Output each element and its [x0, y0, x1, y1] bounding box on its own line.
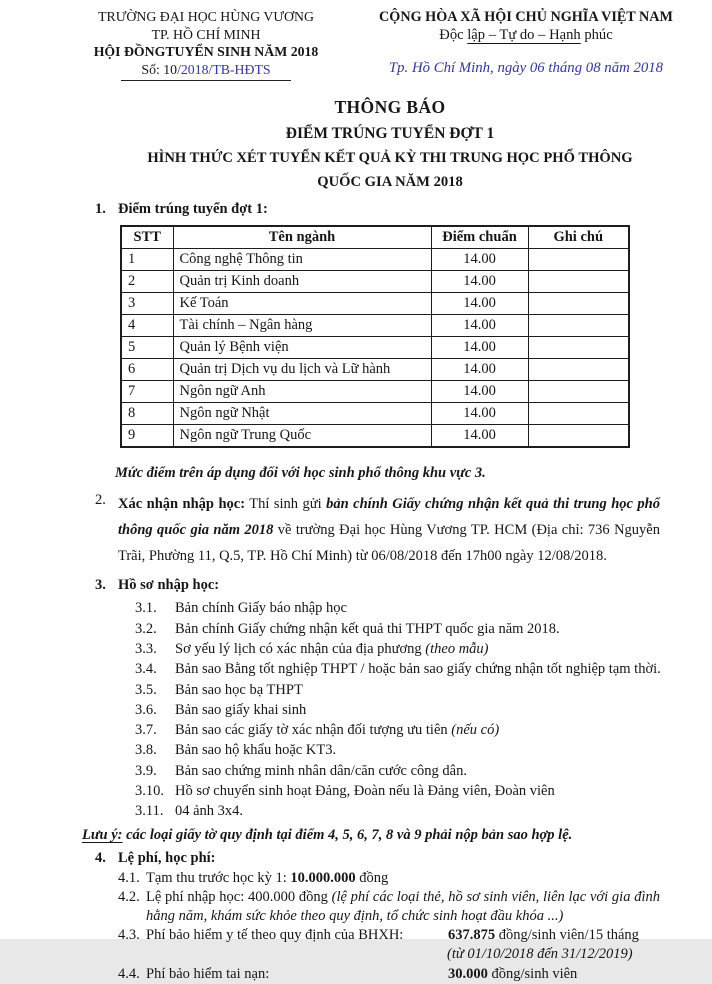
cell-note	[528, 271, 629, 293]
cell-stt: 4	[121, 315, 173, 337]
admission-scores-table	[120, 225, 630, 448]
cell-score: 14.00	[431, 381, 528, 403]
fee-item-43: 4.3. Phí bảo hiểm y tế theo quy định của BHXH: 637.875 đồng/sinh viên/15 tháng	[118, 927, 639, 944]
fee-item-41: 4.1. Tạm thu trước học kỳ 1: 10.000.000 đồng	[118, 869, 389, 886]
fee-item-44: 4.4. Phí bảo hiểm tai nạn: 30.000 đồng/sinh viên	[118, 965, 578, 982]
cell-score: 14.00	[431, 249, 528, 271]
table-row	[121, 337, 629, 359]
section-1-heading: 1. Điểm trúng tuyển đợt 1:	[95, 201, 268, 217]
cell-stt: 7	[121, 381, 173, 403]
cell-note	[528, 293, 629, 315]
cell-major: Ngôn ngữ Anh	[173, 381, 431, 403]
letterhead-right	[340, 8, 712, 90]
title-block	[68, 97, 712, 193]
list-item: 3.3. Sơ yếu lý lịch có xác nhận của địa phương (theo mẫu)	[135, 640, 489, 657]
cell-score: 14.00	[431, 425, 528, 448]
table-row	[121, 403, 629, 425]
fee-amount: 637.875	[448, 927, 496, 944]
table-row	[121, 425, 629, 448]
important-note: Lưu ý: các loại giấy tờ quy định tại điểm 4, 5, 6, 7, 8 và 9 phải nộp bản sao hợp lệ.	[82, 826, 573, 843]
list-item: 3.9. Bản sao chứng minh nhân dân/căn cước công dân.	[135, 762, 467, 779]
column-header-note: Ghi chú	[528, 226, 629, 249]
cell-note	[528, 381, 629, 403]
cell-score: 14.00	[431, 271, 528, 293]
place-and-date: Tp. Hồ Chí Minh, ngày 06 tháng 08 năm 2018	[388, 60, 664, 76]
table-row	[121, 359, 629, 381]
cell-stt: 6	[121, 359, 173, 381]
cell-stt: 2	[121, 271, 173, 293]
cell-stt: 3	[121, 293, 173, 315]
document-number-label: Số: 10	[141, 62, 178, 77]
cell-score: 14.00	[431, 293, 528, 315]
section-2-lead: Xác nhận nhập học:	[118, 496, 246, 512]
cell-major: Kế Toán	[173, 293, 431, 315]
column-header-score: Điểm chuẩn	[431, 226, 528, 249]
cell-major: Quản trị Dịch vụ du lịch và Lữ hành	[173, 359, 431, 381]
cell-major: Tài chính – Ngân hàng	[173, 315, 431, 337]
cell-major: Ngôn ngữ Nhật	[173, 403, 431, 425]
list-item: 3.6. Bản sao giấy khai sinh	[135, 701, 307, 718]
admission-council-name: HỘI ĐỒNGTUYỂN SINH NĂM 2018	[93, 44, 319, 59]
cell-score: 14.00	[431, 315, 528, 337]
list-item: 3.11. 04 ảnh 3x4.	[135, 803, 244, 820]
table-row	[121, 315, 629, 337]
column-header-stt: STT	[121, 226, 173, 249]
cell-note	[528, 315, 629, 337]
cell-note	[528, 403, 629, 425]
national-title: CỘNG HÒA XÃ HỘI CHỦ NGHĨA VIỆT NAM	[379, 9, 673, 25]
section-4-heading: 4. Lệ phí, học phí:	[95, 849, 216, 866]
cell-major: Quản trị Kinh doanh	[173, 271, 431, 293]
cell-major: Công nghệ Thông tin	[173, 249, 431, 271]
cell-stt: 1	[121, 249, 173, 271]
section-3-heading: 3. Hồ sơ nhập học:	[95, 577, 220, 594]
cell-stt: 9	[121, 425, 173, 448]
table-row	[121, 271, 629, 293]
list-item: 3.2. Bản chính Giấy chứng nhận kết quả thi THPT quốc gia năm 2018.	[135, 620, 560, 637]
fee-43-period-note: (từ 01/10/2018 đến 31/12/2019)	[447, 946, 633, 963]
cell-major: Ngôn ngữ Trung Quốc	[173, 425, 431, 448]
fee-amount: 10.000.000	[290, 869, 356, 886]
cell-note	[528, 425, 629, 448]
column-header-major: Tên ngành	[173, 226, 431, 249]
cell-score: 14.00	[431, 337, 528, 359]
table-note: Mức điểm trên áp dụng đối với học sinh phổ thông khu vực 3.	[115, 465, 486, 481]
list-item: 3.4. Bản sao Bằng tốt nghiệp THPT / hoặc bản sao giấy chứng nhận tốt nghiệp tạm thời.	[135, 661, 661, 678]
notice-subtitle-3: QUỐC GIA NĂM 2018	[317, 174, 463, 190]
list-item: 3.7. Bản sao các giấy tờ xác nhận đối tượng ưu tiên (nếu có)	[135, 722, 500, 739]
section-2-emphasis: bản chính Giấy chứng nhận kết quả thi trung học phổ thông quốc gia năm 2018	[118, 496, 660, 538]
cell-stt: 8	[121, 403, 173, 425]
fee-item-42: 4.2. Lệ phí nhập học: 400.000 đồng (lệ phí các loại thẻ, hồ sơ sinh viên, liên lạc với gia đình hằng năm, khám sức khỏe theo quy định, tổ chức sinh hoạt đầu khóa ...)	[118, 888, 660, 925]
cell-note	[528, 337, 629, 359]
document-number-code: /2018/TB-HĐTS	[177, 62, 271, 77]
list-item: 3.10. Hồ sơ chuyển sinh hoạt Đảng, Đoàn nếu là Đảng viên, Đoàn viên	[135, 783, 555, 800]
list-item: 3.1. Bản chính Giấy báo nhập học	[135, 600, 347, 617]
list-item: 3.8. Bản sao hộ khẩu hoặc KT3.	[135, 742, 337, 759]
list-item: 3.5. Bản sao học bạ THPT	[135, 681, 303, 698]
cell-major: Quản lý Bệnh viện	[173, 337, 431, 359]
table-row	[121, 381, 629, 403]
notice-title: THÔNG BÁO	[334, 97, 446, 117]
cell-score: 14.00	[431, 359, 528, 381]
national-motto: Độc lập – Tự do – Hạnh phúc	[439, 27, 613, 43]
letterhead-rule	[121, 80, 291, 81]
letterhead	[68, 8, 712, 90]
letterhead-left	[72, 8, 340, 90]
table-row	[121, 293, 629, 315]
section-2-paragraph: 2. Xác nhận nhập học: Thí sinh gửi bản chính Giấy chứng nhận kết quả thi trung học phổ thông quốc gia năm 2018 về trường Đại học Hùng Vương TP. HCM (Địa chỉ: 736 Nguyễn Trãi, Phường 11, Q.5, TP. Hồ Chí Minh) từ 06/08/2018 đến 17h00 ngày 12/08/2018.	[95, 492, 660, 569]
university-city: TP. HỒ CHÍ MINH	[151, 26, 261, 42]
notice-subtitle-1: ĐIỂM TRÚNG TUYỂN ĐỢT 1	[285, 125, 495, 142]
cell-score: 14.00	[431, 403, 528, 425]
cell-note	[528, 249, 629, 271]
cell-stt: 5	[121, 337, 173, 359]
university-name: TRƯỜNG ĐẠI HỌC HÙNG VƯƠNG	[98, 9, 314, 24]
document-number	[72, 61, 340, 79]
table-row	[121, 249, 629, 271]
enrollment-documents-list	[68, 598, 712, 821]
fee-amount: 30.000	[448, 965, 488, 982]
table-header-row	[121, 226, 629, 249]
section-2-number: 2.	[95, 492, 106, 508]
notice-subtitle-2: HÌNH THỨC XÉT TUYỂN KẾT QUẢ KỲ THI TRUNG HỌC PHỔ THÔNG	[147, 150, 633, 166]
cell-note	[528, 359, 629, 381]
